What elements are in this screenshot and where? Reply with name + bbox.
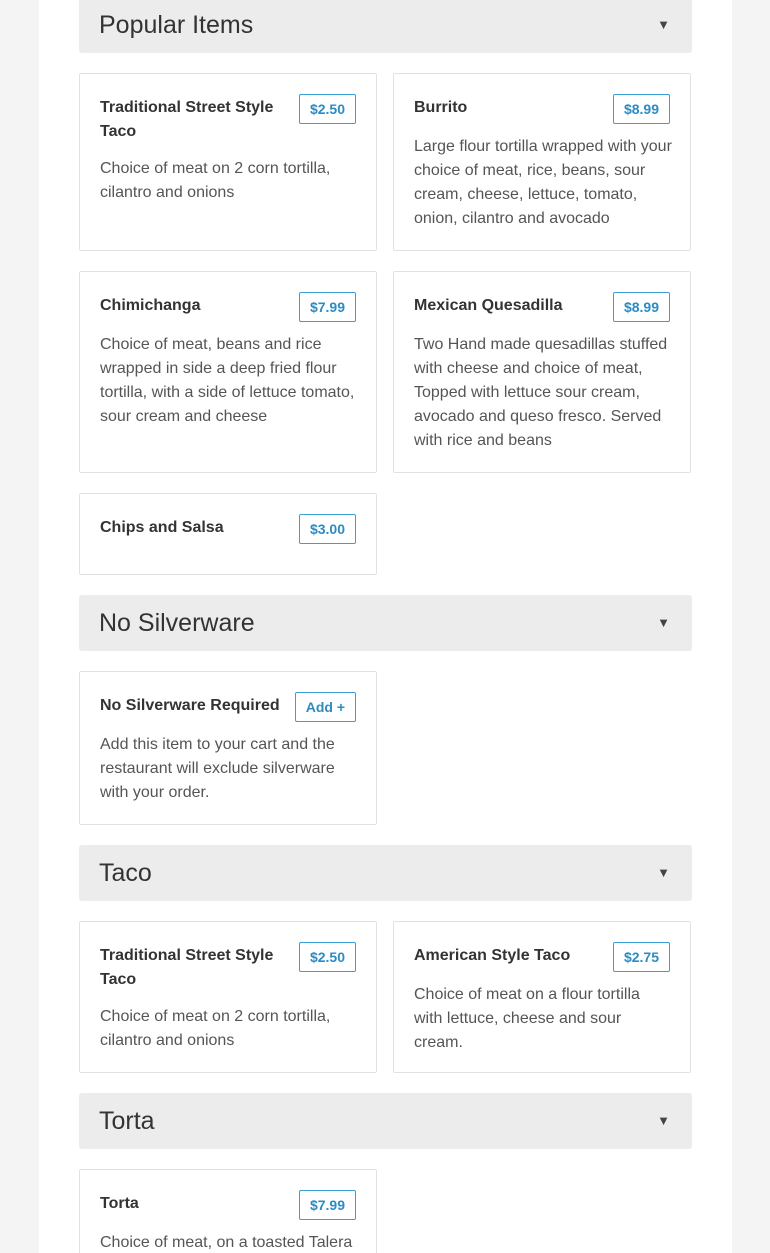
caret-down-icon: ▼ bbox=[657, 615, 670, 630]
section-header-popular-items[interactable] bbox=[79, 0, 692, 53]
item-name: Torta bbox=[100, 1195, 139, 1212]
menu-item-card[interactable] bbox=[393, 73, 691, 251]
item-name: No Silverware Required bbox=[100, 697, 280, 714]
section-header-taco[interactable] bbox=[79, 845, 692, 901]
caret-down-icon: ▼ bbox=[657, 17, 670, 32]
item-description: Choice of meat on a flour tortilla with lettuce, cheese and sour cream. bbox=[414, 986, 640, 1051]
item-name: Chips and Salsa bbox=[100, 519, 224, 536]
item-price-button[interactable]: $8.99 bbox=[613, 292, 670, 322]
item-description: Choice of meat on 2 corn tortilla, cilantro and onions bbox=[100, 1008, 331, 1049]
item-price-button[interactable]: $7.99 bbox=[299, 1190, 356, 1220]
section-title: Taco bbox=[99, 859, 152, 887]
menu-item-card[interactable] bbox=[393, 271, 691, 473]
item-price-button[interactable]: $8.99 bbox=[613, 94, 670, 124]
item-price-button[interactable]: $3.00 bbox=[299, 514, 356, 544]
item-name: Burrito bbox=[414, 99, 468, 116]
item-name: Mexican Quesadilla bbox=[414, 297, 563, 314]
item-price-button[interactable]: $2.75 bbox=[613, 942, 670, 972]
item-description: Two Hand made quesadillas stuffed with cheese and choice of meat, Topped with lettuce sour cream, avocado and queso fresco. Served with rice and beans bbox=[414, 336, 668, 449]
menu-item-card[interactable] bbox=[79, 271, 377, 473]
item-description: Add this item to your cart and the restaurant will exclude silverware with your order. bbox=[100, 736, 335, 801]
item-price-button[interactable]: $7.99 bbox=[299, 292, 356, 322]
caret-down-icon: ▼ bbox=[657, 865, 670, 880]
item-price-button[interactable]: $2.50 bbox=[299, 94, 356, 124]
menu-item-card[interactable] bbox=[79, 493, 377, 575]
item-name: American Style Taco bbox=[414, 947, 571, 964]
item-name: Chimichanga bbox=[100, 297, 201, 314]
item-description: Choice of meat, on a toasted Talera bbox=[100, 1234, 353, 1251]
item-name: Traditional Street Style Taco bbox=[100, 99, 274, 140]
menu-item-card[interactable] bbox=[79, 1169, 377, 1253]
section-header-no-silverware[interactable] bbox=[79, 595, 692, 651]
section-header-torta[interactable] bbox=[79, 1093, 692, 1149]
menu-item-card[interactable] bbox=[79, 671, 377, 825]
menu-page bbox=[39, 0, 732, 1253]
item-description: Large flour tortilla wrapped with your choice of meat, rice, beans, sour cream, cheese, lettuce, tomato, onion, cilantro and avocado bbox=[414, 138, 672, 227]
item-name: Traditional Street Style Taco bbox=[100, 947, 274, 988]
menu-item-card[interactable] bbox=[79, 73, 377, 251]
menu-item-card[interactable] bbox=[393, 921, 691, 1073]
section-title: Torta bbox=[99, 1107, 155, 1135]
item-price-button[interactable]: $2.50 bbox=[299, 942, 356, 972]
section-title: Popular Items bbox=[99, 11, 254, 39]
item-description: Choice of meat, beans and rice wrapped in side a deep fried flour tortilla, with a side of lettuce tomato, sour cream and cheese bbox=[100, 336, 355, 425]
caret-down-icon: ▼ bbox=[657, 1113, 670, 1128]
add-item-button[interactable]: Add + bbox=[295, 692, 356, 722]
section-title: No Silverware bbox=[99, 609, 255, 637]
item-description: Choice of meat on 2 corn tortilla, cilantro and onions bbox=[100, 160, 331, 201]
menu-item-card[interactable] bbox=[79, 921, 377, 1073]
